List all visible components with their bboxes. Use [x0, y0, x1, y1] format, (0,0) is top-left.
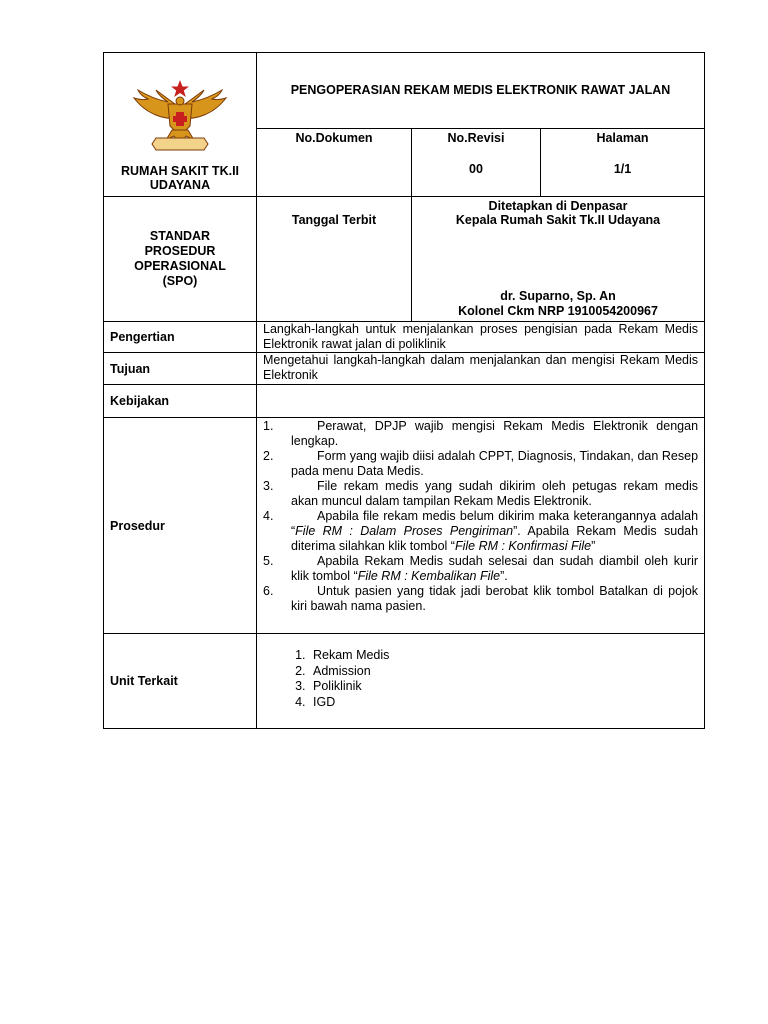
tujuan-label: Tujuan: [104, 353, 257, 385]
halaman-cell: [541, 129, 705, 197]
no-revisi-label: No.Revisi: [447, 131, 505, 145]
prosedur-list: [257, 419, 704, 614]
halaman-value: 1/1: [613, 162, 632, 176]
signature-divider: [411, 291, 412, 322]
no-revisi-value: 00: [469, 162, 483, 176]
prosedur-cell: [257, 418, 705, 634]
no-revisi-cell: [412, 129, 541, 197]
kebijakan-text: [257, 385, 705, 418]
list-item: 1. Perawat, DPJP wajib mengisi Rekam Medis Elektronik dengan lengkap.: [263, 419, 699, 448]
unit-terkait-cell: [257, 634, 705, 729]
hospital-logo: [128, 78, 232, 152]
list-item: 4. IGD: [309, 695, 704, 711]
ditetapkan-line2: Kepala Rumah Sakit Tk.II Udayana: [455, 213, 661, 227]
prosedur-label: Prosedur: [104, 418, 257, 634]
list-item: 5. Apabila Rekam Medis sudah selesai dan sudah diambil oleh kurir klik tombol “File RM : Kembalikan File”.: [263, 554, 699, 583]
document-title: PENGOPERASIAN REKAM MEDIS ELEKTRONIK RAWAT JALAN: [257, 53, 705, 129]
unit-terkait-label: Unit Terkait: [104, 634, 257, 729]
pengertian-label: Pengertian: [104, 322, 257, 353]
ditetapkan-line1: Ditetapkan di Denpasar: [488, 199, 628, 213]
list-item: 3. Poliklinik: [309, 679, 704, 695]
spo-document-table: [103, 52, 705, 729]
spo-label: STANDAR PROSEDUR OPERASIONAL (SPO): [104, 197, 257, 322]
list-item: 4. Apabila file rekam medis belum dikirim maka keterangannya adalah “File RM : Dalam Proses Pengiriman”. Apabila Rekam Medis sudah diterima silahkan klik tombol “File RM : Konfirmasi File”: [263, 509, 699, 553]
hospital-emblem-icon: [128, 78, 232, 152]
tujuan-text: Mengetahui langkah-langkah dalam menjalankan dan mengisi Rekam Medis Elektronik: [257, 353, 705, 385]
signer-rank: Kolonel Ckm NRP 1910054200967: [458, 304, 658, 318]
signer-name: dr. Suparno, Sp. An: [500, 289, 616, 303]
list-item: 6. Untuk pasien yang tidak jadi berobat klik tombol Batalkan di pojok kiri bawah nama pasien.: [263, 584, 699, 613]
list-item: 2. Form yang wajib diisi adalah CPPT, Diagnosis, Tindakan, dan Resep pada menu Data Medis.: [263, 449, 699, 478]
list-item: 1. Rekam Medis: [309, 648, 704, 664]
kebijakan-label: Kebijakan: [104, 385, 257, 418]
no-dokumen-cell: [257, 129, 412, 197]
list-item: 3. File rekam medis yang sudah dikirim oleh petugas rekam medis akan muncul dalam tampilan Rekam Medis Elektronik.: [263, 479, 699, 508]
ditetapkan-cell: [412, 197, 705, 322]
hospital-cell: [104, 53, 257, 197]
halaman-label: Halaman: [596, 131, 649, 145]
hospital-name: RUMAH SAKIT TK.II UDAYANA: [120, 164, 240, 192]
list-item: 2. Admission: [309, 664, 704, 680]
no-dokumen-label: No.Dokumen: [295, 131, 373, 145]
tanggal-terbit-label: Tanggal Terbit: [257, 197, 412, 322]
unit-list: [257, 648, 704, 710]
pengertian-text: Langkah-langkah untuk menjalankan proses pengisian pada Rekam Medis Elektronik rawat jalan di poliklinik: [257, 322, 705, 353]
